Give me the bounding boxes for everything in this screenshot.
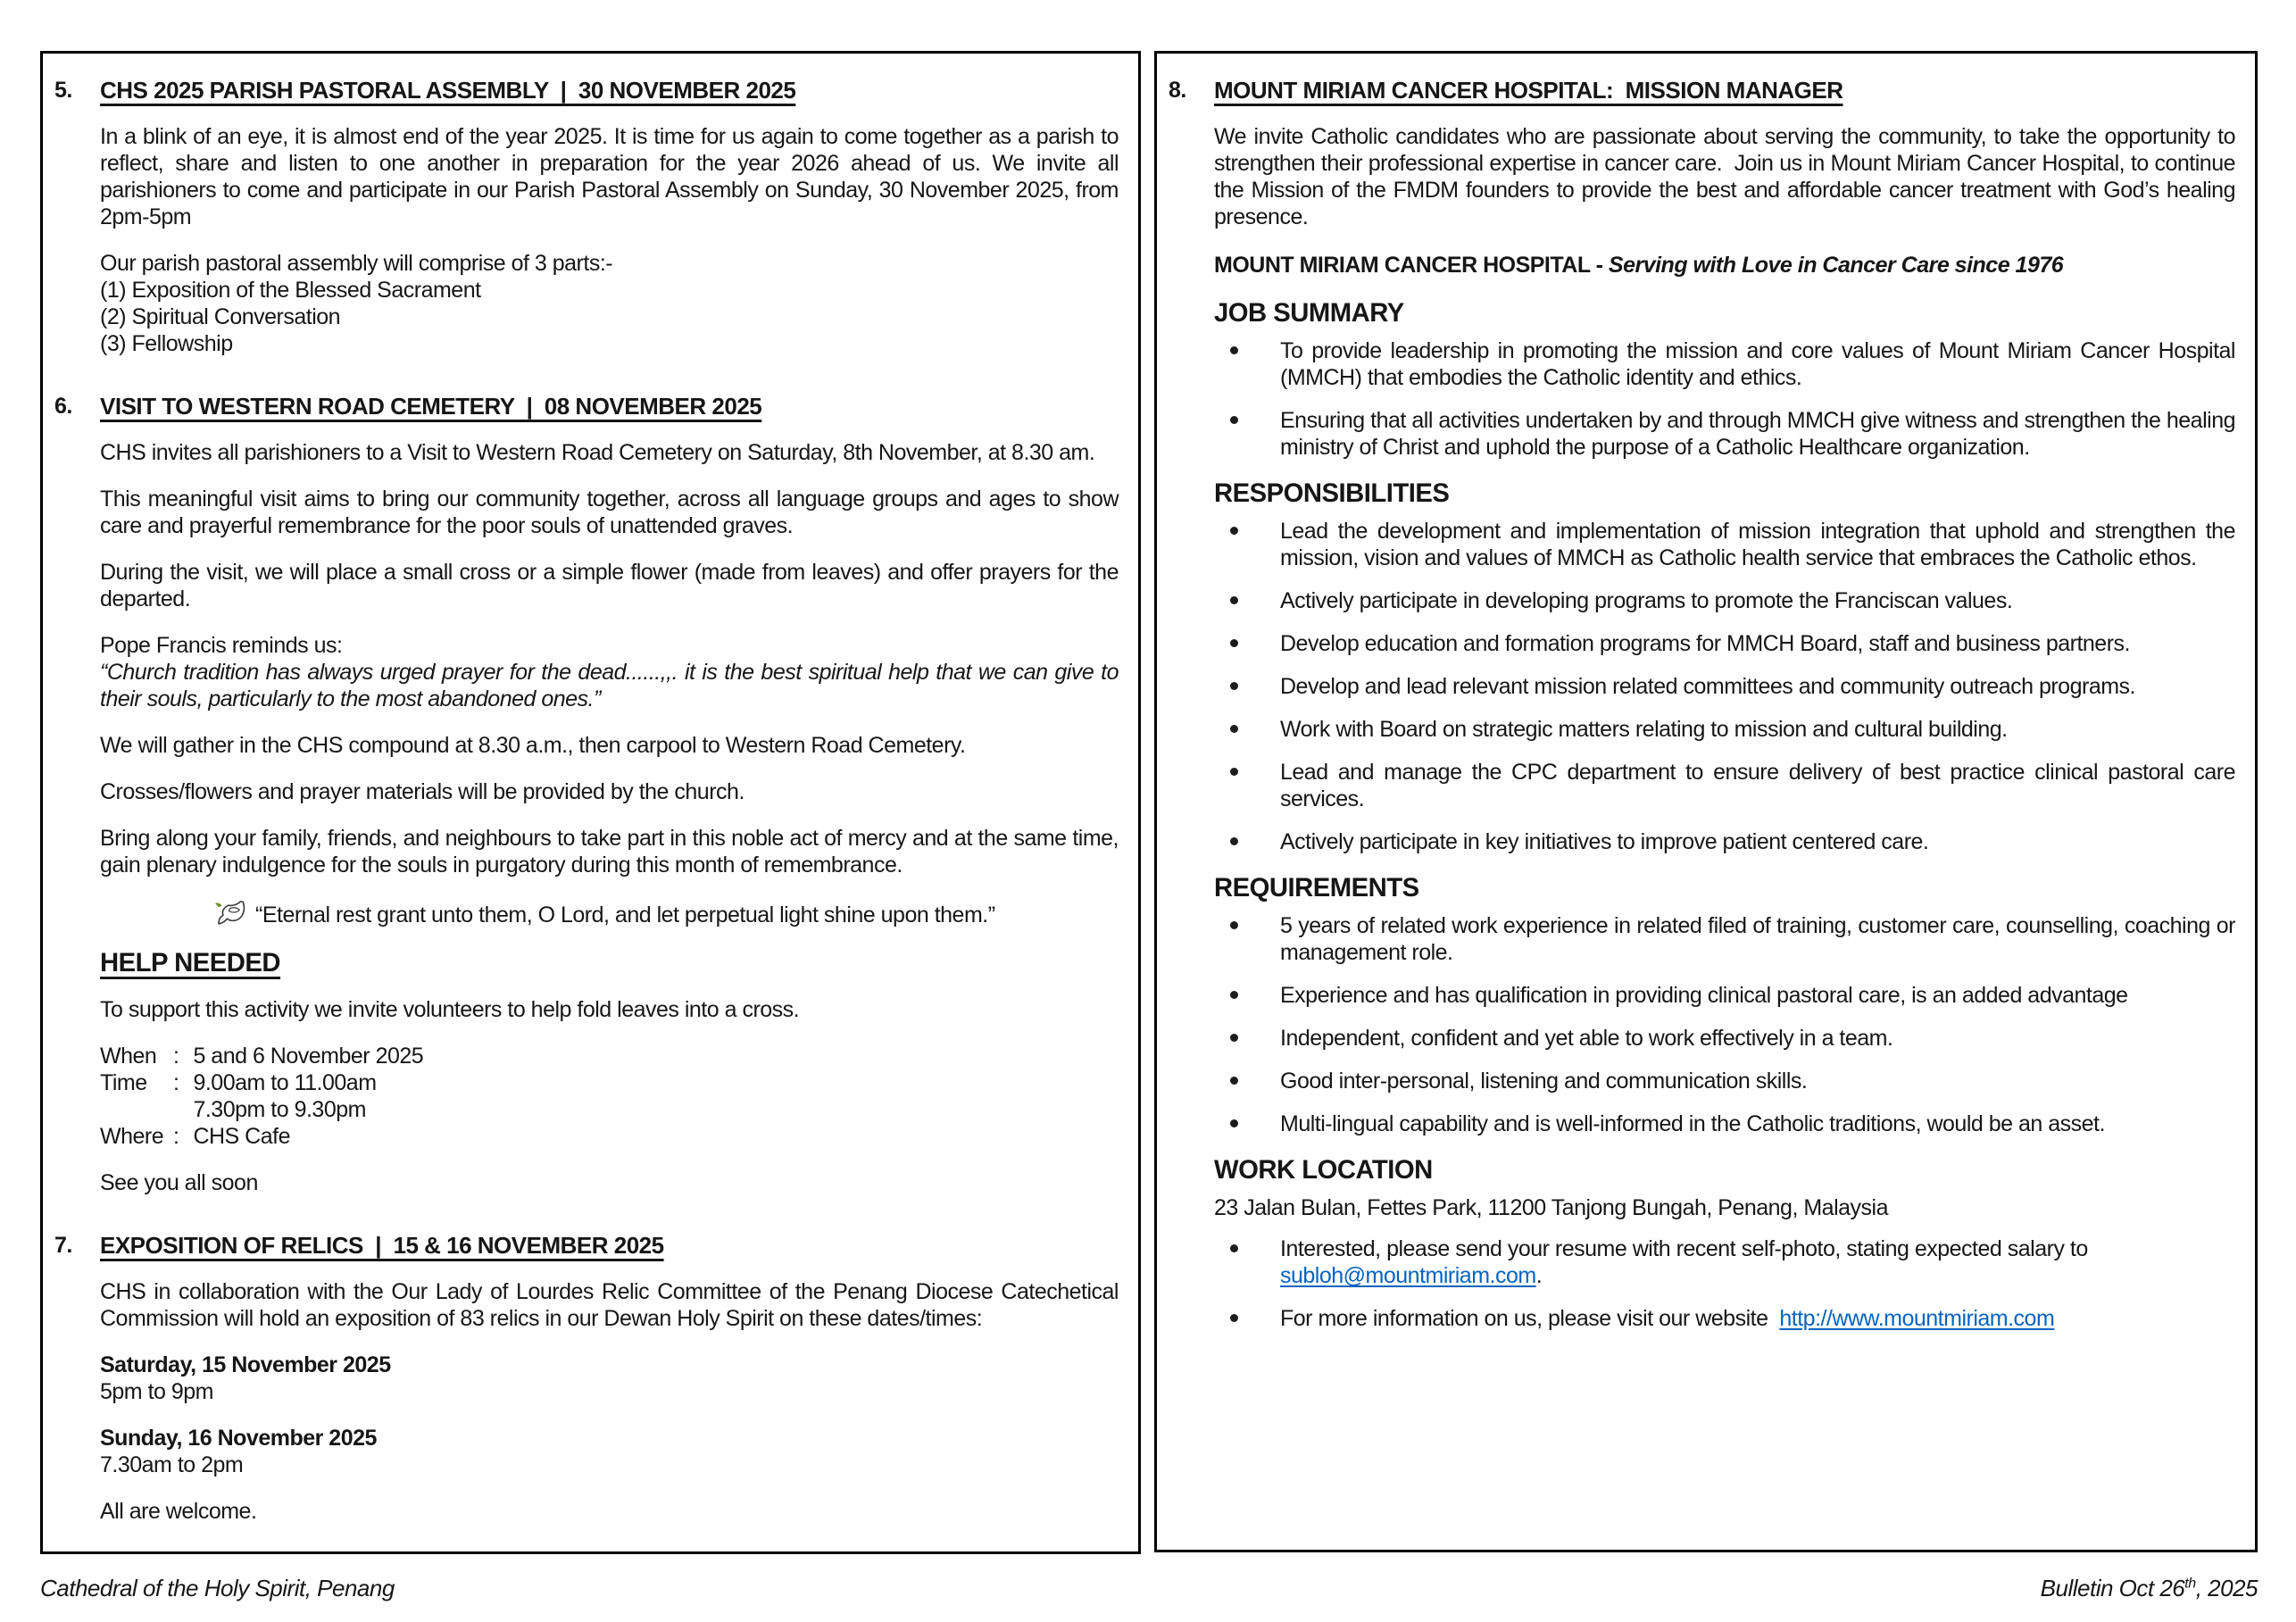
bullet-icon xyxy=(1230,527,1238,535)
job-summary-list xyxy=(1214,337,2235,461)
list-item xyxy=(1214,337,2235,391)
section-6-number: 6. xyxy=(54,394,72,419)
bullet-icon xyxy=(1230,682,1238,690)
exposition-date-1-block xyxy=(100,1352,1119,1405)
requirements-heading: REQUIREMENTS xyxy=(1214,874,1419,902)
list-item xyxy=(1214,630,2235,657)
section-5-heading xyxy=(100,77,1119,104)
section-5-part-item: (1) Exposition of the Blessed Sacrament xyxy=(100,278,481,303)
list-item-text: Work with Board on strategic matters relating to mission and cultural building. xyxy=(1280,717,2008,742)
help-needed-paragraph: To support this activity we invite volunteers to help fold leaves into a cross. xyxy=(100,997,800,1022)
bullet-icon xyxy=(1230,921,1238,929)
section-6-paragraph-6: Crosses/flowers and prayer materials will be provided by the church. xyxy=(100,779,745,804)
exposition-date-2-block xyxy=(100,1425,1119,1478)
list-item xyxy=(1214,759,2235,812)
section-5-heading-text: CHS 2025 PARISH PASTORAL ASSEMBLY | 30 NOVEMBER 2025 xyxy=(100,77,796,104)
bullet-icon xyxy=(1230,346,1238,354)
help-needed-heading: HELP NEEDED xyxy=(100,949,281,977)
footer-bulletin-year: , 2025 xyxy=(2195,1575,2258,1601)
email-link[interactable]: subloh@mountmiriam.com xyxy=(1280,1263,1536,1288)
section-5-number: 5. xyxy=(54,78,72,103)
list-item-text: Lead and manage the CPC department to ensure delivery of best practice clinical pastoral care services. xyxy=(1280,760,2235,811)
list-item-text: Develop and lead relevant mission related committees and community outreach programs. xyxy=(1280,674,2135,699)
where-value: CHS Cafe xyxy=(193,1124,290,1149)
list-item xyxy=(1214,518,2235,571)
time-label: Time xyxy=(100,1070,147,1095)
section-7 xyxy=(43,1232,1127,1525)
pope-intro-line: Pope Francis reminds us: xyxy=(100,633,343,658)
colon: : xyxy=(173,1070,179,1095)
section-5-paragraph-1: In a blink of an eye, it is almost end of the year 2025. It is time for us again to come together as a parish to reflect, share and listen to one another in preparation for the year 2026 ahead of us. We invite all parishioners to come and participate in our Parish Pastoral Assembly on Sunday, 30 November 2025, from 2pm-5pm xyxy=(100,124,1119,229)
schedule-row-when xyxy=(100,1043,1119,1069)
list-item xyxy=(1214,1068,2235,1094)
section-5-parts-intro: Our parish pastoral assembly will comprise of 3 parts:- xyxy=(100,251,613,276)
website-link[interactable]: http://www.mountmiriam.com xyxy=(1779,1306,2055,1331)
list-item xyxy=(1214,716,2235,743)
time-value-1: 9.00am to 11.00am xyxy=(193,1070,377,1095)
list-item-text: Actively participate in key initiatives to improve patient centered care. xyxy=(1280,829,1929,854)
section-7-heading xyxy=(100,1232,1119,1259)
list-item-text: To provide leadership in promoting the mission and core values of Mount Miriam Cancer Hospital (MMCH) that embodies the Catholic identity and ethics. xyxy=(1280,338,2235,390)
list-item-text xyxy=(1280,1305,2235,1332)
section-6-closing: See you all soon xyxy=(100,1170,258,1195)
pope-quote: “Church tradition has always urged prayer for the dead......,,. it is the best spiritual help that we can give to their souls, particularly to the most abandoned ones.” xyxy=(100,660,1119,711)
section-8 xyxy=(1157,77,2244,1332)
when-value: 5 and 6 November 2025 xyxy=(193,1044,424,1069)
list-item xyxy=(1214,587,2235,614)
when-label: When xyxy=(100,1044,157,1069)
bullet-icon xyxy=(1230,1077,1238,1085)
bullet-icon xyxy=(1230,1119,1238,1127)
section-8-intro-paragraph: We invite Catholic candidates who are passionate about serving the community, to take the opportunity to strengthen their professional expertise in cancer care. Join us in Mount Miriam Cancer Hospital, to continue the Mission of the FMDM founders to provide the best and affordable cancer treatment with God’s healing presence. xyxy=(1214,124,2235,229)
right-panel xyxy=(1154,51,2258,1552)
bullet-icon xyxy=(1230,416,1238,424)
section-5-part-item: (3) Fellowship xyxy=(100,331,233,356)
list-item-text: Independent, confident and yet able to work effectively in a team. xyxy=(1280,1026,1893,1051)
list-item xyxy=(1214,1025,2235,1052)
list-item-text: Multi-lingual capability and is well-informed in the Catholic traditions, would be an asset. xyxy=(1280,1111,2105,1136)
eternal-rest-quote: “Eternal rest grant unto them, O Lord, and let perpetual light shine upon them.” xyxy=(255,902,995,927)
exposition-time-1: 5pm to 9pm xyxy=(100,1379,214,1404)
bullet-icon xyxy=(1230,837,1238,845)
section-8-number: 8. xyxy=(1169,78,1186,103)
work-location-heading: WORK LOCATION xyxy=(1214,1156,1433,1185)
contact-text-suffix: . xyxy=(1535,1263,1543,1288)
job-summary-heading: JOB SUMMARY xyxy=(1214,299,1404,328)
colon: : xyxy=(173,1124,179,1149)
bullet-icon xyxy=(1230,991,1238,999)
eternal-rest-line xyxy=(100,900,1119,928)
contact-list xyxy=(1214,1235,2235,1332)
responsibilities-heading: RESPONSIBILITIES xyxy=(1214,479,1450,508)
list-item xyxy=(1214,673,2235,700)
section-5-part-item: (2) Spiritual Conversation xyxy=(100,304,341,329)
section-6-pope-quote-block xyxy=(100,632,1119,712)
section-8-heading xyxy=(1214,77,2235,104)
left-panel xyxy=(40,51,1141,1554)
schedule-row-where xyxy=(100,1123,1119,1150)
bullet-icon xyxy=(1230,639,1238,647)
list-item-text: Ensuring that all activities undertaken by and through MMCH give witness and strengthen the healing ministry of Christ and uphold the purpose of a Catholic Healthcare organization. xyxy=(1280,408,2235,460)
website-text: For more information on us, please visit our website xyxy=(1280,1306,1780,1331)
schedule-block xyxy=(100,1043,1119,1150)
list-item xyxy=(1214,407,2235,461)
section-6-heading xyxy=(100,393,1119,420)
hospital-tagline-bold: MOUNT MIRIAM CANCER HOSPITAL - xyxy=(1214,253,1609,278)
list-item-text: Develop education and formation programs for MMCH Board, staff and business partners. xyxy=(1280,631,2130,656)
bullet-icon xyxy=(1230,725,1238,733)
exposition-date-1: Saturday, 15 November 2025 xyxy=(100,1352,391,1377)
dove-icon xyxy=(214,900,248,928)
exposition-time-2: 7.30am to 2pm xyxy=(100,1452,244,1477)
list-item xyxy=(1214,912,2235,966)
section-6-paragraph-5: We will gather in the CHS compound at 8.30 a.m., then carpool to Western Road Cemetery. xyxy=(100,733,966,758)
footer-parish-name: Cathedral of the Holy Spirit, Penang xyxy=(40,1575,395,1601)
section-5 xyxy=(43,77,1127,357)
exposition-date-2: Sunday, 16 November 2025 xyxy=(100,1426,377,1451)
list-item-text: 5 years of related work experience in related filed of training, customer care, counselling, coaching or management role. xyxy=(1280,913,2235,965)
where-label: Where xyxy=(100,1124,164,1149)
bullet-icon xyxy=(1230,768,1238,776)
work-location-address: 23 Jalan Bulan, Fettes Park, 11200 Tanjong Bungah, Penang, Malaysia xyxy=(1214,1195,1889,1220)
section-7-number: 7. xyxy=(54,1233,72,1258)
section-8-heading-text: MOUNT MIRIAM CANCER HOSPITAL: MISSION MANAGER xyxy=(1214,77,1843,104)
list-item xyxy=(1214,1110,2235,1137)
list-item-text: Experience and has qualification in providing clinical pastoral care, is an added advantage xyxy=(1280,983,2128,1008)
list-item-text: Lead the development and implementation of mission integration that uphold and strengthen the mission, vision and values of MMCH as Catholic health service that embraces the Catholic ethos. xyxy=(1280,519,2235,570)
list-item-text xyxy=(1280,1235,2235,1289)
list-item xyxy=(1214,982,2235,1009)
time-value-2: 7.30pm to 9.30pm xyxy=(193,1097,366,1122)
contact-text: Interested, please send your resume with recent self-photo, stating expected salary to xyxy=(1280,1236,2088,1261)
section-6-paragraph-7: Bring along your family, friends, and neighbours to take part in this noble act of mercy and at the same time, gain plenary indulgence for the souls in purgatory during this month of remembrance. xyxy=(100,826,1119,878)
list-item-text: Actively participate in developing programs to promote the Franciscan values. xyxy=(1280,588,2013,613)
list-item xyxy=(1214,828,2235,855)
footer-date-ordinal: th xyxy=(2184,1575,2196,1592)
section-6-paragraph-1: CHS invites all parishioners to a Visit to Western Road Cemetery on Saturday, 8th November, at 8.30 am. xyxy=(100,440,1095,465)
list-item-text: Good inter-personal, listening and communication skills. xyxy=(1280,1069,1808,1094)
footer-bulletin-date xyxy=(1154,1575,2258,1601)
section-6-paragraph-2: This meaningful visit aims to bring our community together, across all language groups and ages to show care and prayerful remembrance for the poor souls of unattended graves. xyxy=(100,487,1119,538)
list-item xyxy=(1214,1235,2235,1289)
bullet-icon xyxy=(1230,1034,1238,1042)
hospital-tagline-italic: Serving with Love in Cancer Care since 1976 xyxy=(1608,253,2064,278)
section-5-parts-block xyxy=(100,250,1119,357)
right-panel-content xyxy=(1157,54,2255,1332)
section-6-paragraph-3: During the visit, we will place a small cross or a simple flower (made from leaves) and offer prayers for the departed. xyxy=(100,560,1119,611)
left-panel-content xyxy=(43,54,1138,1525)
section-7-heading-text: EXPOSITION OF RELICS | 15 & 16 NOVEMBER 2025 xyxy=(100,1232,664,1259)
section-7-closing: All are welcome. xyxy=(100,1499,257,1524)
colon: : xyxy=(173,1044,179,1069)
schedule-row-time xyxy=(100,1069,1119,1096)
section-6-heading-text: VISIT TO WESTERN ROAD CEMETERY | 08 NOVEMBER 2025 xyxy=(100,393,762,420)
footer-bulletin-date-text: Bulletin Oct 26 xyxy=(2040,1575,2185,1601)
hospital-tagline xyxy=(1214,252,2235,279)
requirements-list xyxy=(1214,912,2235,1137)
bullet-icon xyxy=(1230,1314,1238,1322)
section-7-paragraph-1: CHS in collaboration with the Our Lady of Lourdes Relic Committee of the Penang Diocese Catechetical Commission will hold an exposition of 83 relics in our Dewan Holy Spirit on these dates/times: xyxy=(100,1279,1119,1331)
bullet-icon xyxy=(1230,596,1238,604)
list-item xyxy=(1214,1305,2235,1332)
section-6 xyxy=(43,393,1127,1196)
schedule-row-time-2 xyxy=(100,1096,1119,1123)
empty-label xyxy=(100,1096,173,1123)
responsibilities-list xyxy=(1214,518,2235,855)
bullet-icon xyxy=(1230,1244,1238,1252)
